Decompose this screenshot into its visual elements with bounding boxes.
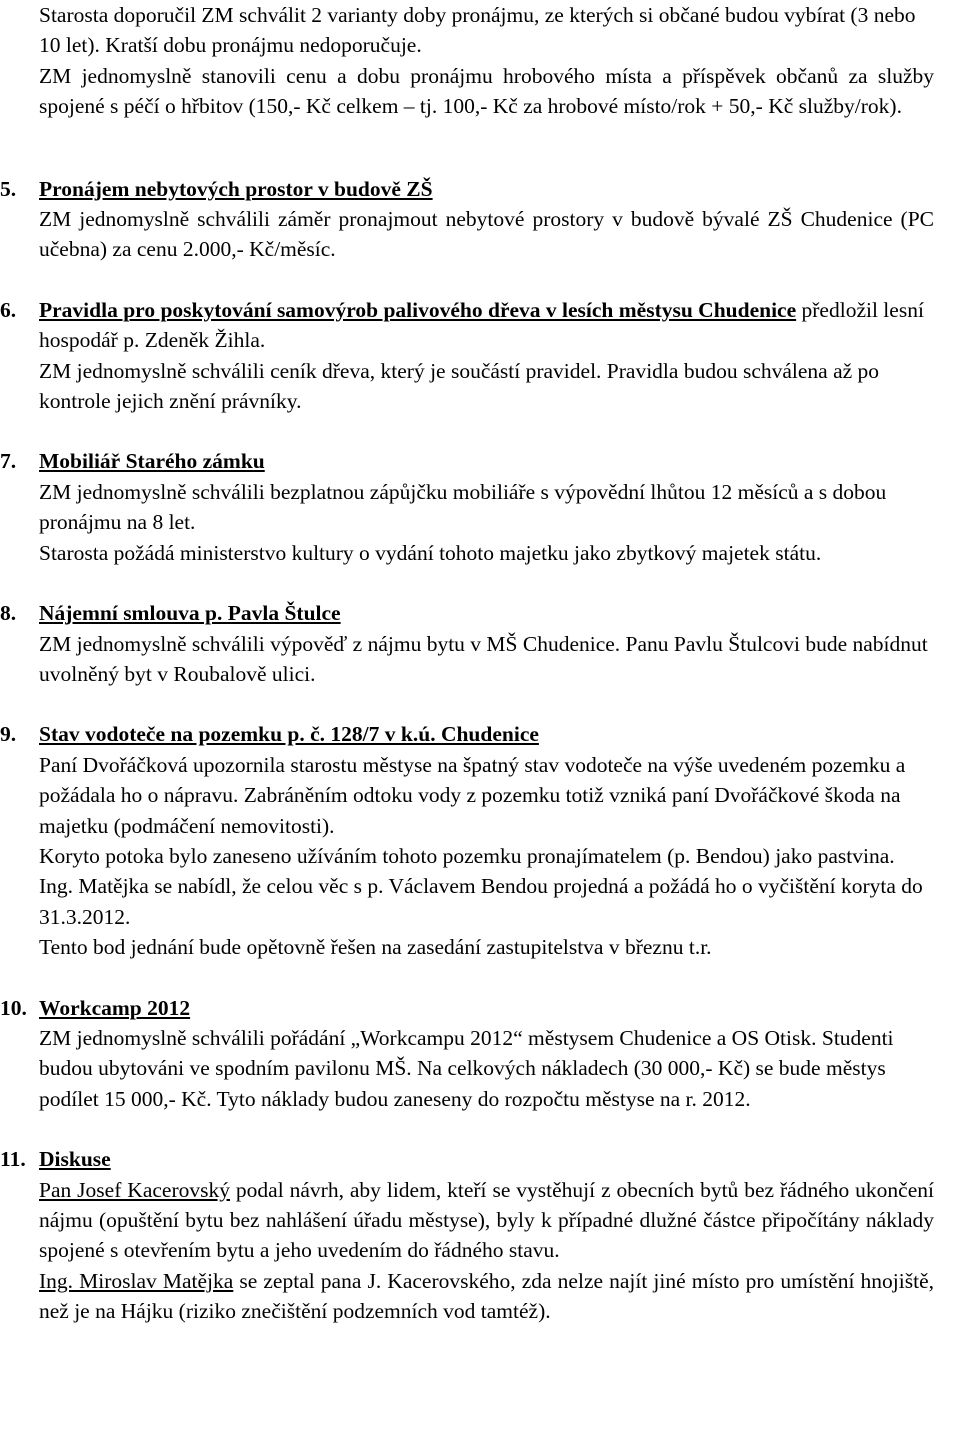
section-text: Starosta požádá ministerstvo kultury o vydání tohoto majetku jako zbytkový majetek státu.	[39, 540, 822, 565]
section-title: Workcamp 2012	[39, 995, 191, 1020]
section-title: Pronájem nebytových prostor v budově ZŠ	[39, 176, 433, 201]
section-number: 11.	[0, 1147, 26, 1172]
speaker-name: Ing. Miroslav Matějka	[39, 1268, 234, 1293]
section-number: 10.	[0, 995, 27, 1020]
section-title-tail: předložil lesní hospodář p. Zdeněk Žihla.	[39, 297, 924, 353]
speaker-name: Pan Josef Kacerovský	[39, 1177, 230, 1202]
section-8	[0, 598, 960, 689]
section-text: Paní Dvořáčková upozornila starostu městyse na špatný stav vodoteče na výše uvedeném pozemku a požádala ho o nápravu. Zabráněním odtoku vody z pozemku totiž vzniká paní Dvořáčkové škoda na majetku (podmáčení nemovitosti).	[39, 752, 906, 838]
section-7	[0, 446, 960, 568]
section-10	[0, 993, 960, 1115]
section-text: ZM jednomyslně schválili bezplatnou zápůjčku mobiliáře s výpovědní lhůtou 12 měsíců a s dobou pronájmu na 8 let.	[39, 479, 887, 535]
discussion-text: podal návrh, aby lidem, kteří se vystěhují z obecních bytů bez řádného ukončení nájmu (opuštění bytu bez nahlášení úřadu městyse), byly k případné dlužné částce připočítány náklady spojené s otevřením bytu a jeho uvedením do řádného stavu.	[39, 1177, 934, 1263]
section-5	[0, 174, 960, 265]
section-text: Koryto potoka bylo zaneseno užíváním tohoto pozemku pronajímatelem (p. Bendou) jako pastvina. Ing. Matějka se nabídl, že celou věc s p. Václavem Bendou projedná a požádá ho o vyčištění koryta do 31.3.2012.	[39, 843, 923, 929]
section-6	[0, 295, 960, 417]
section-number: 5.	[0, 176, 17, 201]
discussion-text: se zeptal pana J. Kacerovského, zda nelze najít jiné místo pro umístění hnojiště, než je na Hájku (riziko znečištění podzemních vod tamtéž).	[39, 1268, 934, 1324]
section-title: Nájemní smlouva p. Pavla Štulce	[39, 601, 341, 626]
section-text: Tento bod jednání bude opětovně řešen na zasedání zastupitelstva v březnu t.r.	[39, 935, 712, 960]
discussion-item-2	[39, 1266, 934, 1327]
discussion-item-1	[39, 1175, 934, 1266]
section-number: 9.	[0, 722, 17, 747]
intro-paragraph-2: ZM jednomyslně stanovili cenu a dobu pronájmu hrobového místa a příspěvek občanů za služby spojené s péčí o hřbitov (150,- Kč celkem – tj. 100,- Kč za hrobové místo/rok + 50,- Kč služby/rok).	[39, 63, 934, 119]
section-text: ZM jednomyslně schválili ceník dřeva, který je součástí pravidel. Pravidla budou schválena až po kontrole jejich znění právníky.	[39, 358, 880, 414]
section-number: 7.	[0, 449, 17, 474]
section-11	[0, 1144, 960, 1326]
intro-paragraph-1: Starosta doporučil ZM schválit 2 varianty doby pronájmu, ze kterých si občané budou vybírat (3 nebo 10 let). Kratší dobu pronájmu nedoporučuje.	[39, 3, 916, 58]
section-text: ZM jednomyslně schválili pořádání „Workcampu 2012“ městysem Chudenice a OS Otisk. Studenti budou ubytováni ve spodním pavilonu MŠ. Na celkových nákladech (30 000,- Kč) se bude městys podílet 15 000,- Kč. Tyto náklady budou zaneseny do rozpočtu městyse na r. 2012.	[39, 1025, 894, 1111]
section-title: Pravidla pro poskytování samovýrob palivového dřeva v lesích městysu Chudenice	[39, 297, 797, 322]
section-text: ZM jednomyslně schválili výpověď z nájmu bytu v MŠ Chudenice. Panu Pavlu Štulcovi bude nabídnut uvolněný byt v Roubalově ulici.	[39, 631, 928, 686]
section-9	[0, 719, 960, 962]
section-title: Mobiliář Starého zámku	[39, 449, 265, 474]
section-heading-line	[39, 295, 934, 356]
section-text: ZM jednomyslně schválili záměr pronajmout nebytové prostory v budově bývalé ZŠ Chudenice (PC učebna) za cenu 2.000,- Kč/měsíc.	[39, 207, 934, 262]
section-number: 8.	[0, 601, 17, 626]
section-title: Stav vodoteče na pozemku p. č. 128/7 v k.ú. Chudenice	[39, 722, 539, 747]
section-title: Diskuse	[39, 1147, 111, 1172]
section-number: 6.	[0, 297, 17, 322]
